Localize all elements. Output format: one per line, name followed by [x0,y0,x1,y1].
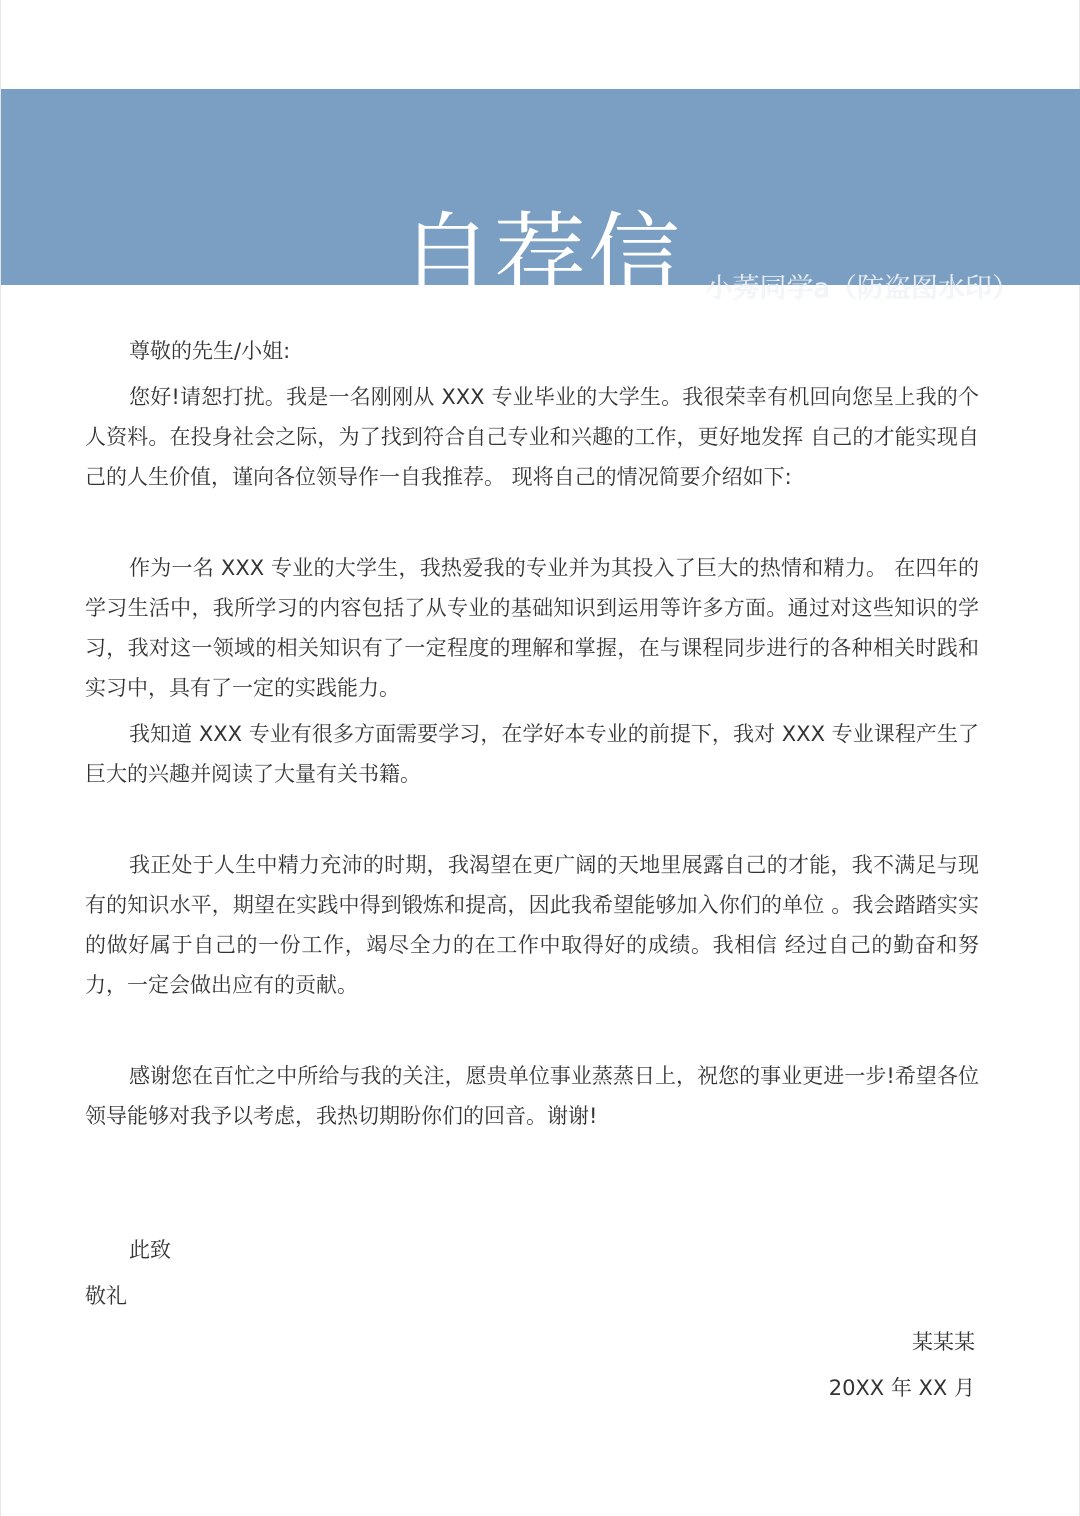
paragraph-intro: 您好!请恕打扰。我是一名刚刚从 XXX 专业毕业的大学生。我很荣幸有机回向您呈上我的个人资料。在投身社会之际，为了找到符合自己专业和兴趣的工作，更好地发挥 自己的才能实现自己的人生价值，谨向各位领导作一自我推荐。 现将自己的情况简要介绍如下: [85,385,979,489]
signature: 某某某 [912,1330,975,1354]
watermark: 小莠同学a（防盗图水印） [705,273,1019,304]
date: 20XX 年 XX 月 [828,1376,975,1400]
salutation: 尊敬的先生/小姐: [129,339,291,363]
closing-line-1: 此致 [129,1238,171,1262]
paragraph-thanks: 感谢您在百忙之中所给与我的关注，愿贵单位事业蒸蒸日上，祝您的事业更进一步!希望各位领导能够对我予以考虑，我热切期盼你们的回音。谢谢! [85,1064,979,1128]
paragraph-interest: 我知道 XXX 专业有很多方面需要学习，在学好本专业的前提下，我对 XXX 专业课程产生了巨大的兴趣并阅读了大量有关书籍。 [85,722,979,786]
paragraph-major: 作为一名 XXX 专业的大学生，我热爱我的专业并为其投入了巨大的热情和精力。 在四年的学习生活中，我所学习的内容包括了从专业的基础知识到运用等许多方面。通过对这些知识的学习，我对这一领域的相关知识有了一定程度的理解和掌握，在与课程同步进行的各种相关时践和实习中，具有了一定的实践能力。 [85,556,979,700]
letter-body [85,331,979,1136]
paragraph-aspiration: 我正处于人生中精力充沛的时期，我渴望在更广阔的天地里展露自己的才能，我不满足与现有的知识水平，期望在实践中得到锻炼和提高，因此我希望能够加入你们的单位 。我会踏踏实实的做好属于自己的一份工作，竭尽全力的在工作中取得好的成绩。我相信 经过自己的勤奋和努力，一定会做出应有的贡献。 [85,853,979,997]
page-title: 自荐信 [399,202,682,310]
closing-line-2: 敬礼 [85,1284,127,1308]
